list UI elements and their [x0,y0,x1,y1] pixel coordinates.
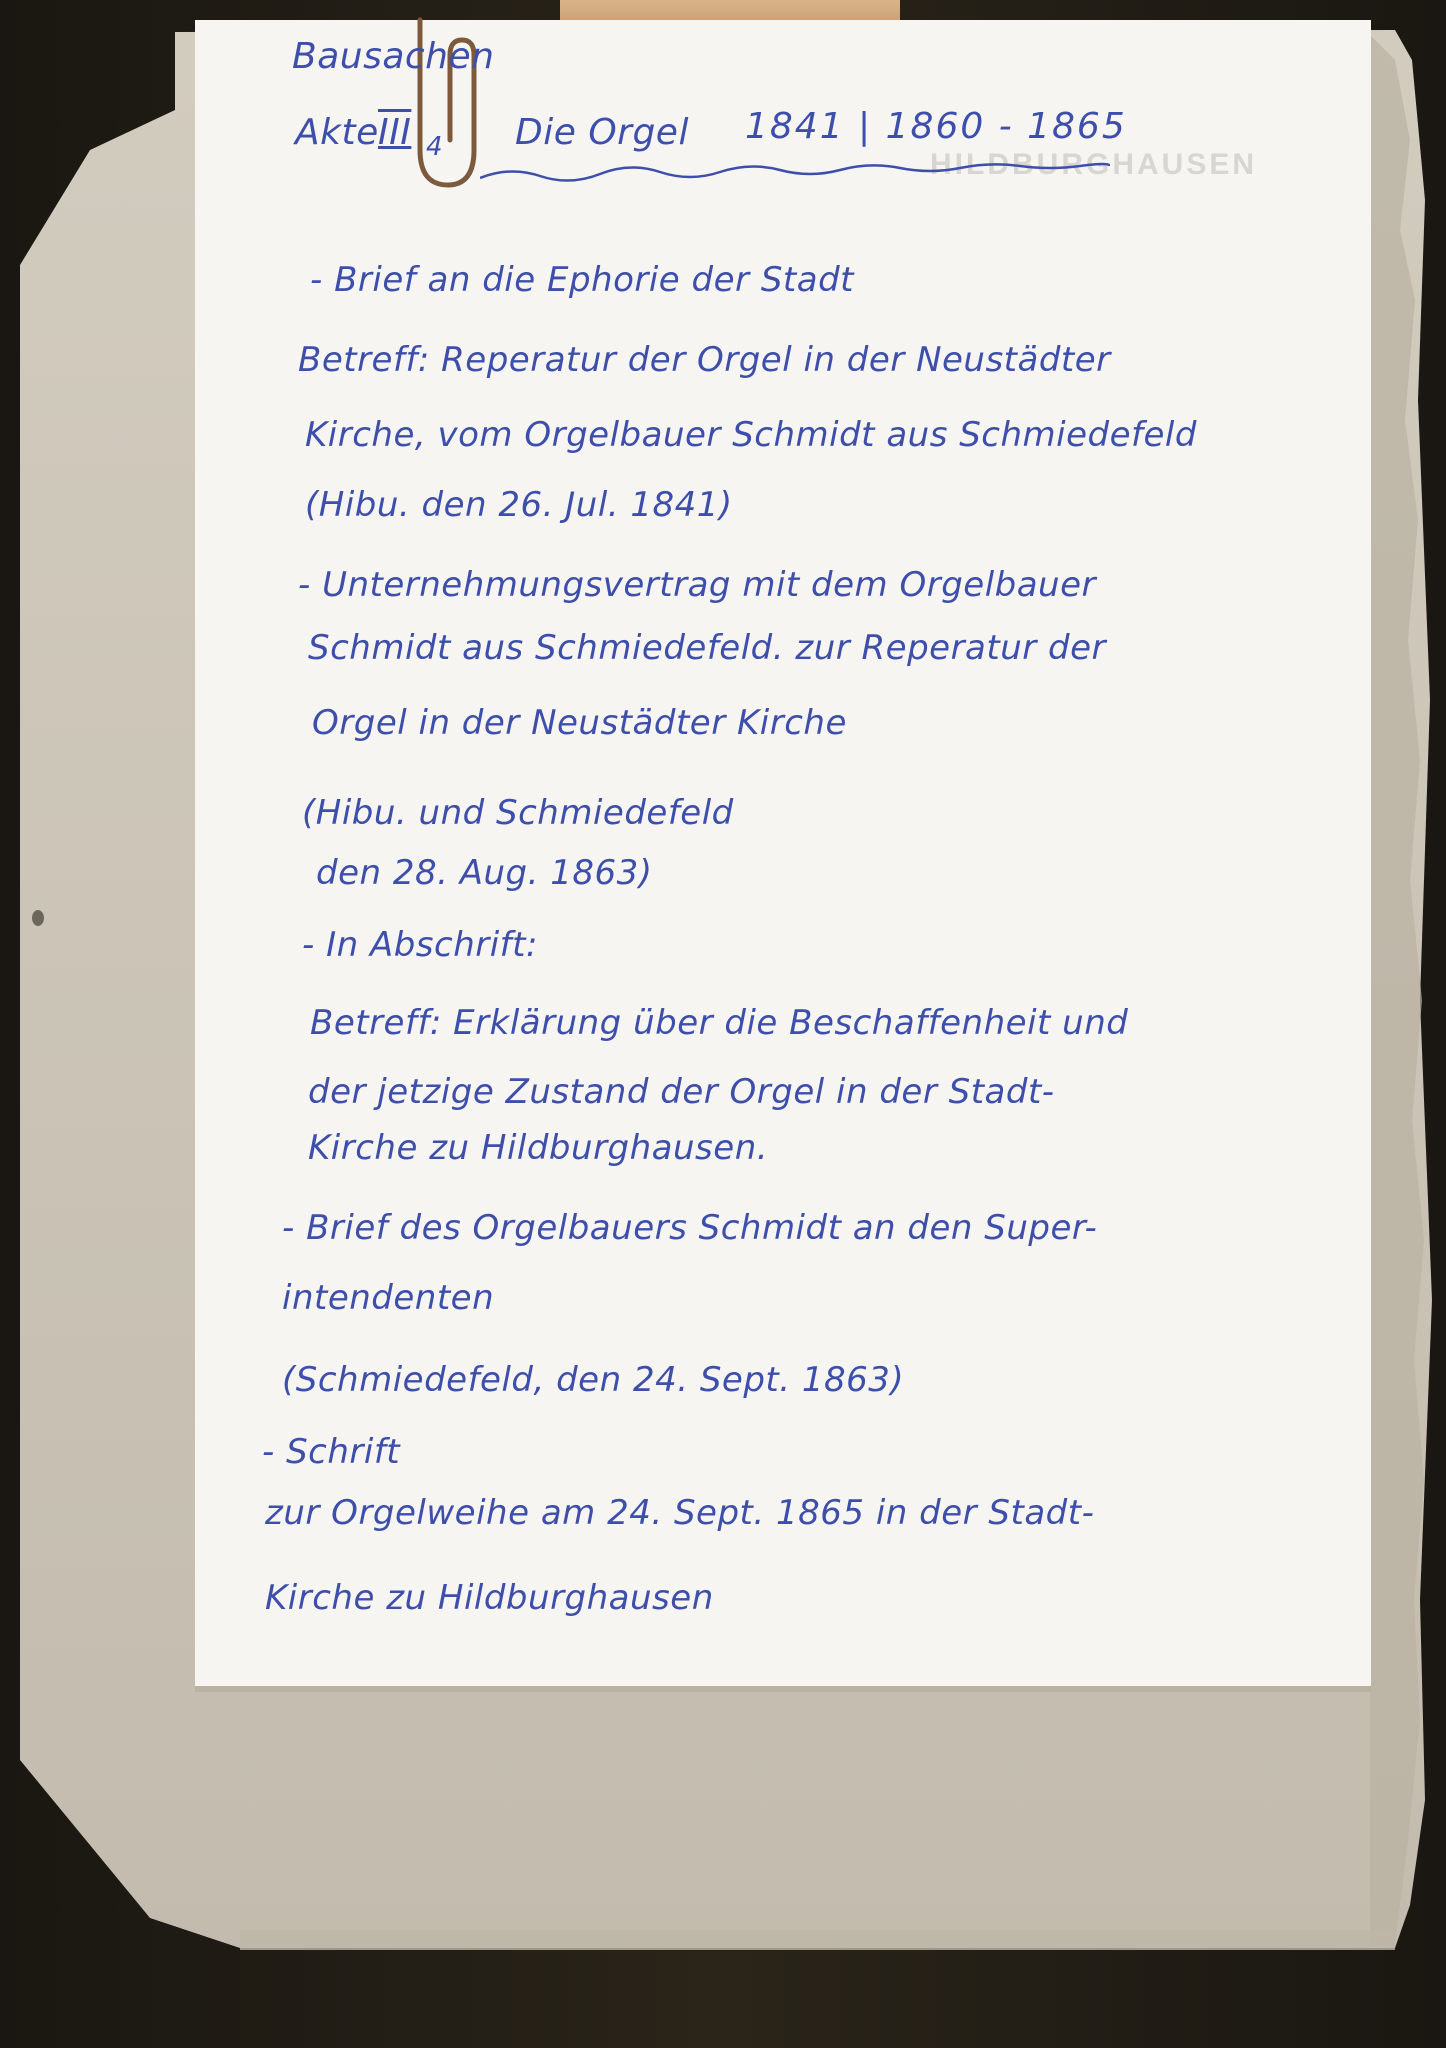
entry-subject-condition-cont: der jetzige Zustand der Orgel in der Stadt- [308,1072,1055,1112]
entry-contract: - Unternehmungsvertrag mit dem Orgelbauer [298,565,1097,605]
folder-bottom-edge [240,1930,1395,1950]
entry-date-1863b: (Schmiedefeld, den 24. Sept. 1863) [282,1360,905,1400]
entry-contract-cont: Schmidt aus Schmiedefeld. zur Reperatur der [308,628,1107,668]
entry-transcript: - In Abschrift: [302,925,538,965]
entry-organ-consecration-cont: Kirche zu Hildburghausen [265,1578,714,1618]
file-label: Akte [295,112,379,153]
entry-letter-superintendent-cont: intendenten [282,1278,495,1318]
entry-booklet: - Schrift [262,1432,401,1472]
entry-letter-ephorie: - Brief an die Ephorie der Stadt [310,260,854,300]
title-wavy-underline [480,158,1110,188]
entry-letter-superintendent: - Brief des Orgelbauers Schmidt an den Super- [282,1208,1098,1248]
document-title: Die Orgel [515,112,689,153]
entry-subject-repair: Betreff: Reperatur der Orgel in der Neustädter [298,340,1111,380]
document-years: 1841 | 1860 - 1865 [745,106,1127,147]
entry-subject-condition-cont2: Kirche zu Hildburghausen. [308,1128,769,1168]
sheet-shadow [195,1686,1371,1692]
entry-subject-condition: Betreff: Erklärung über die Beschaffenheit und [310,1003,1129,1043]
file-subnumber: 4 [426,132,444,162]
entry-organ-consecration: zur Orgelweihe am 24. Sept. 1865 in der Stadt- [265,1493,1095,1533]
entry-contract-cont2: Orgel in der Neustädter Kirche [312,703,847,743]
category-label: Bausachen [292,36,495,77]
folder-spot [32,910,44,926]
entry-place-dates: (Hibu. und Schmiedefeld [302,793,734,833]
entry-subject-repair-cont: Kirche, vom Orgelbauer Schmidt aus Schmiedefeld [305,415,1197,455]
show-through-letterhead: HILDBURGHAUSEN [930,148,1257,181]
file-number: III [378,112,412,153]
entry-date-1863a: den 28. Aug. 1863) [316,853,653,893]
entry-date-1841: (Hibu. den 26. Jul. 1841) [305,485,733,525]
